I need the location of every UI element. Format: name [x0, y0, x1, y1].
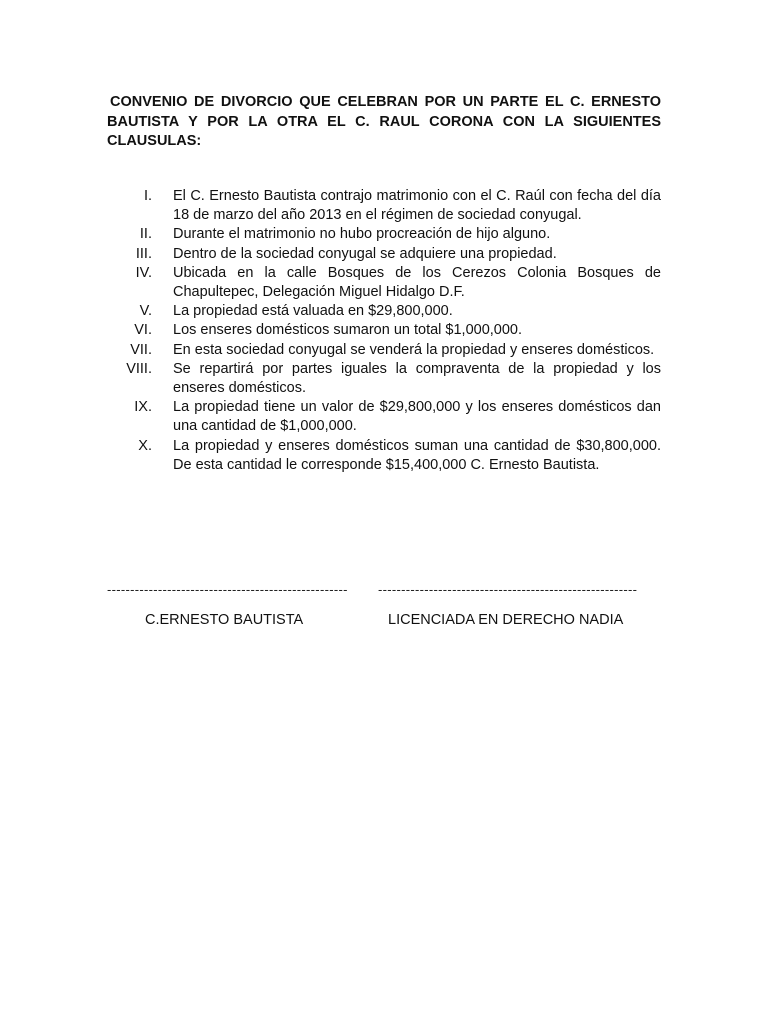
clause-item — [107, 302, 661, 321]
clause-text: Durante el matrimonio no hubo procreación de hijo alguno. — [173, 226, 551, 243]
clause-number: VIII. — [126, 360, 152, 377]
clause-number: V. — [139, 303, 152, 320]
signature-name-right: LICENCIADA EN DERECHO NADIA — [388, 612, 624, 628]
clause-item — [107, 321, 661, 340]
signature-name-left: C.ERNESTO BAUTISTA — [145, 612, 304, 628]
clause-item — [107, 264, 661, 302]
clause-text: Se repartirá por partes iguales la compraventa de la propiedad y los enseres domésticos. — [173, 360, 661, 397]
clause-list — [107, 187, 661, 475]
clause-item — [107, 360, 661, 398]
signature-line-right: -------------------------------------------------------- — [378, 582, 638, 597]
clause-text: La propiedad tiene un valor de $29,800,000 y los enseres domésticos dan una cantidad de $1,000,000. — [173, 399, 661, 435]
clause-text: Los enseres domésticos sumaron un total $1,000,000. — [173, 322, 523, 339]
document-title: CONVENIO DE DIVORCIO QUE CELEBRAN POR UN PARTE EL C. ERNESTO BAUTISTA Y POR LA OTRA EL C. RAUL CORONA CON LA SIGUIENTES CLAUSULAS: — [107, 94, 661, 149]
clause-number: VI. — [134, 322, 152, 339]
clause-item — [107, 245, 661, 264]
clause-text: El C. Ernesto Bautista contrajo matrimonio con el C. Raúl con fecha del día 18 de marzo del año 2013 en el régimen de sociedad conyugal. — [173, 188, 661, 224]
clause-number: I. — [143, 188, 152, 204]
clause-number: IX. — [134, 399, 152, 416]
clause-item — [107, 398, 661, 436]
clause-text: La propiedad y enseres domésticos suman una cantidad de $30,800,000. De esta cantidad le corresponde $15,400,000 C. Ernesto Bautista. — [173, 437, 661, 473]
clause-text: Dentro de la sociedad conyugal se adquiere una propiedad. — [173, 245, 557, 262]
clause-number: IV. — [135, 264, 152, 281]
clause-number: X. — [138, 437, 152, 454]
clause-item — [107, 341, 661, 360]
clause-item — [107, 187, 661, 225]
clause-item — [107, 225, 661, 244]
clause-number: VII. — [130, 341, 152, 358]
signature-line-left: ---------------------------------------------------- — [107, 582, 348, 597]
clause-text: La propiedad está valuada en $29,800,000. — [173, 303, 453, 320]
clause-number: II. — [139, 226, 152, 243]
clause-number: III. — [135, 245, 152, 262]
clause-text: En esta sociedad conyugal se venderá la propiedad y enseres domésticos. — [173, 341, 655, 358]
clause-text: Ubicada en la calle Bosques de los Cerezos Colonia Bosques de Chapultepec, Delegación Miguel Hidalgo D.F. — [173, 264, 661, 301]
clause-item — [107, 437, 661, 475]
